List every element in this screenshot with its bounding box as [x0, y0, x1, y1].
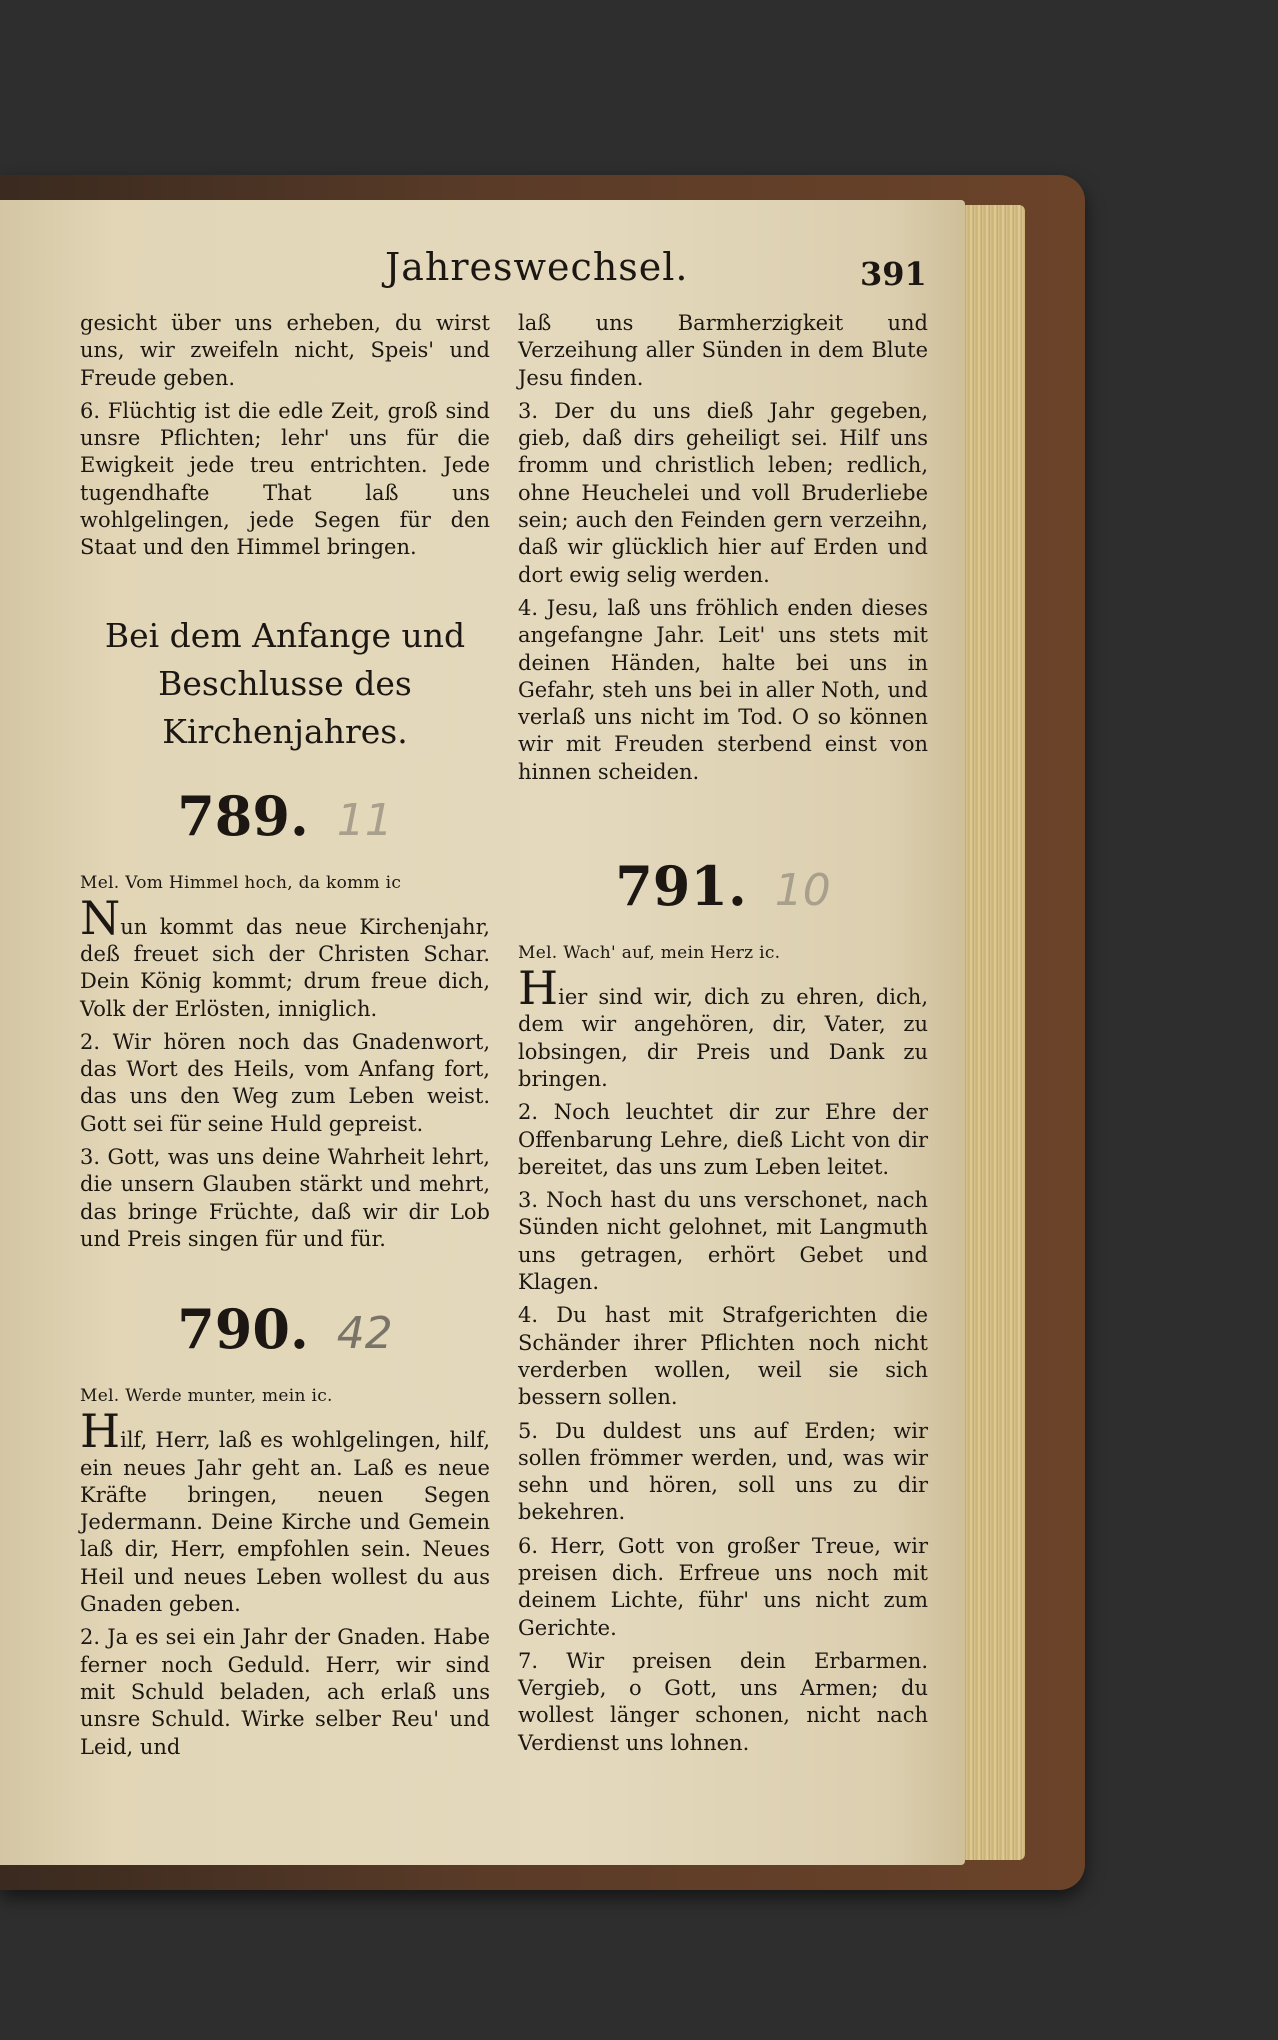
book-page: [0, 200, 965, 1865]
handwritten-annotation: 10: [774, 865, 831, 917]
verse: 3. Noch hast du uns verschonet, nach Sünden nicht gelohnet, mit Langmuth uns getragen, erhört Gebet und Klagen.: [518, 1188, 928, 1295]
verse: [80, 1404, 490, 1618]
verse: 3. Gott, was uns deine Wahrheit lehrt, die unsern Glauben stärkt und mehrt, das bringe Früchte, daß wir dir Lob und Preis singen für und für.: [80, 1145, 490, 1251]
drop-cap: N: [80, 890, 121, 945]
paragraph: 4. Jesu, laß uns fröhlich enden dieses angefangne Jahr. Leit' uns stets mit deinen Händen, halte bei uns in Gefahr, steh uns bei in aller Noth, und verlaß uns nicht im Tod. O so können wir mit Freuden sterbend einst von hinnen scheiden.: [518, 595, 928, 784]
verse: [80, 890, 490, 1023]
hymn-number-789: [80, 783, 490, 851]
verse: 4. Du hast mit Strafgerichten die Schänder ihrer Pflichten noch nicht verderben wollen, weil sie sich bessern sollen.: [518, 1303, 928, 1410]
verse: 5. Du duldest uns auf Erden; wir sollen frömmer werden, und, was wir sehn und hören, soll uns zu dir bekehren.: [518, 1418, 928, 1525]
verse: 2. Noch leuchtet dir zur Ehre der Offenbarung Lehre, dieß Licht von dir bereitet, das uns zum Leben leitet.: [518, 1100, 928, 1179]
verse-text: ier sind wir, dich zu ehren, dich, dem wir angehören, dir, Vater, zu lobsingen, dir Preis und Dank zu bringen.: [518, 985, 928, 1091]
melody-line: Mel. Werde munter, mein ic.: [80, 1386, 333, 1407]
verse: 2. Ja es sei ein Jahr der Gnaden. Habe ferner noch Geduld. Herr, wir sind mit Schuld beladen, ach erlaß uns unsre Schuld. Wirke selber Reu' und Leid, und: [80, 1625, 490, 1759]
paragraph: 3. Der du uns dieß Jahr gegeben, gieb, daß dirs geheiligt sei. Hilf uns fromm und christlich leben; redlich, ohne Heuchelei und voll Bruderliebe sein; auch den Feinden gern verzeihn, daß wir glücklich hier auf Erden und dort ewig selig werden.: [518, 398, 928, 587]
paragraph: 6. Flüchtig ist die edle Zeit, groß sind unsre Pflichten; lehr' uns für die Ewigkeit jede treu entrichten. Jede tugendhafte That laß uns wohlgelingen, jede Segen für den Staat und den Himmel bringen.: [80, 398, 490, 560]
handwritten-annotation: 42: [336, 1308, 393, 1360]
melody-line: Mel. Wach' auf, mein Herz ic.: [518, 943, 781, 964]
drop-cap: H: [80, 1404, 121, 1459]
verse-text: ilf, Herr, laß es wohlgelingen, hilf, ein neues Jahr geht an. Laß es neue Kräfte bringen, neuen Segen Jedermann. Deine Kirche und Gemein laß dir, Herr, empfohlen sein. Neues Heil und neues Leben wollest du aus Gnaden geben.: [80, 1428, 490, 1617]
verse: 7. Wir preisen dein Erbarmen. Vergieb, o Gott, uns Armen; du wollest länger schonen, nicht nach Verdienst uns lohnen.: [518, 1648, 928, 1755]
right-column: [518, 310, 928, 1763]
left-column: [80, 310, 490, 1767]
verse-text: un kommt das neue Kirchenjahr, deß freuet sich der Christen Schar. Dein König kommt; drum freue dich, Volk der Erlösten, inniglich.: [80, 914, 490, 1021]
paragraph: laß uns Barmherzigkeit und Verzeihung aller Sünden in dem Blute Jesu finden.: [518, 311, 928, 390]
running-title: Jahreswechsel.: [385, 245, 689, 289]
melody-line: Mel. Vom Himmel hoch, da komm ic: [80, 872, 402, 893]
drop-cap: H: [518, 961, 559, 1016]
verse: 6. Herr, Gott von großer Treue, wir preisen dich. Erfreue uns noch mit deinem Lichte, führ' uns nicht zum Gerichte.: [518, 1533, 928, 1640]
page-number: 391: [860, 255, 927, 293]
hymn-number-text: 790.: [177, 1297, 309, 1362]
hymn-number-text: 789.: [177, 783, 309, 848]
hymn-number-text: 791.: [615, 854, 747, 919]
section-heading: Bei dem Anfange und Beschlusse des Kirchenjahres.: [104, 615, 466, 751]
verse: [518, 961, 928, 1093]
hymn-number-790: [80, 1299, 490, 1364]
verse: 2. Wir hören noch das Gnadenwort, das Wort des Heils, vom Anfang fort, das uns den Weg zum Leben weist. Gott sei für seine Huld gepreist.: [80, 1029, 490, 1136]
paragraph: gesicht über uns erheben, du wirst uns, wir zweifeln nicht, Speis' und Freude geben.: [80, 311, 490, 390]
hymn-number-791: [518, 856, 928, 921]
handwritten-annotation: 11: [336, 794, 393, 846]
